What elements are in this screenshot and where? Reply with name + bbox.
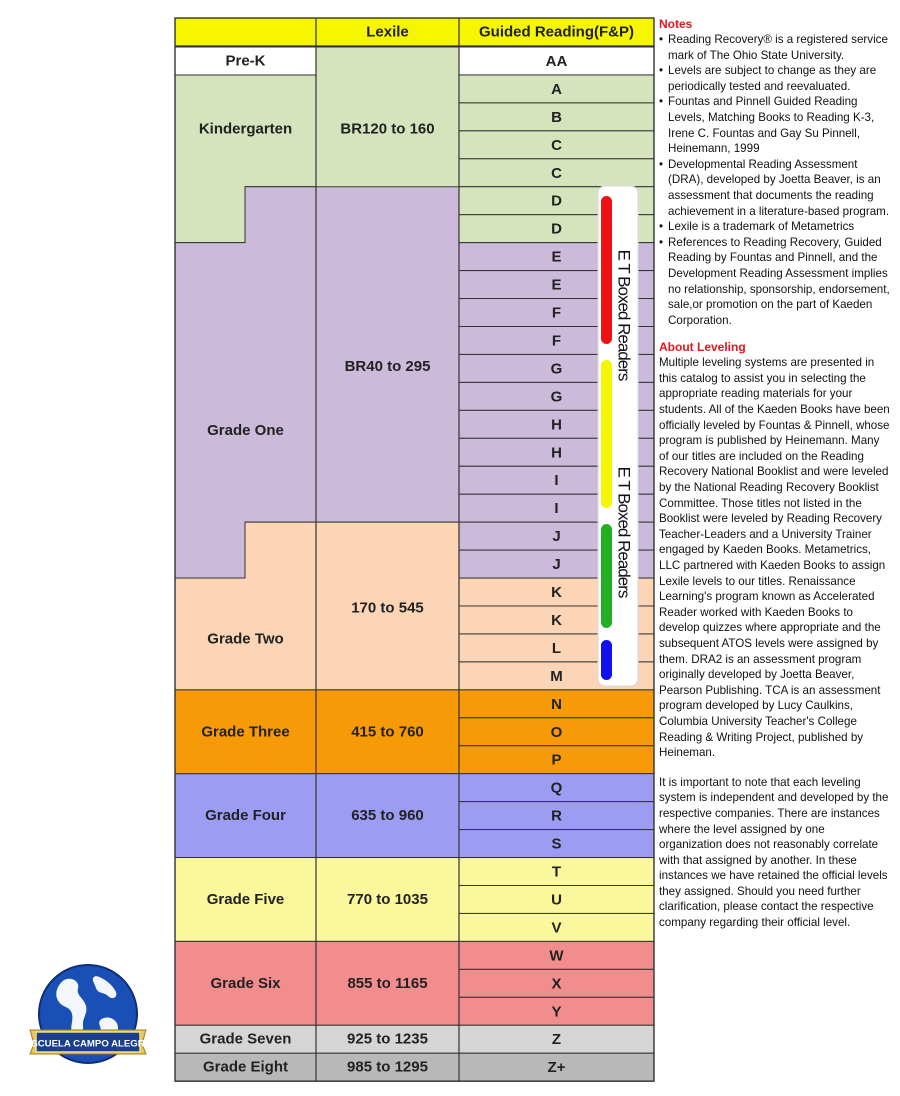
level-label: C (551, 164, 562, 182)
notes-item: • Lexile is a trademark of Metametrics (659, 219, 891, 235)
boxed-readers-label: E T Boxed Readers (614, 249, 634, 381)
level-label: L (551, 639, 562, 657)
level-label: I (554, 472, 559, 490)
level-label: G (550, 360, 563, 378)
level-label: J (552, 528, 561, 546)
lexile-range: BR120 to 160 (340, 120, 435, 138)
level-label: K (551, 584, 562, 602)
level-label: Y (551, 1003, 562, 1021)
school-logo (26, 962, 150, 1072)
level-label: R (551, 807, 562, 825)
level-label: A (551, 80, 562, 98)
boxed-readers-label: E T Boxed Readers (614, 466, 634, 598)
level-range-bar (601, 524, 612, 628)
level-label: V (551, 919, 562, 937)
about-leveling-paragraph: It is important to note that each leveling system is independent and developed by the respective companies. There are instances where the level assigned by one organization does not reasonably correlate with that assigned by another. In these instances we have retained the official levels they assigned. Should you need further clarification, please contact the respective company regarding their official level. (659, 775, 889, 930)
header-guided-reading: Guided Reading(F&P) (479, 23, 634, 41)
level-label: Z+ (547, 1059, 566, 1077)
lexile-range: 170 to 545 (351, 599, 424, 617)
grade-label: Grade Three (201, 723, 290, 741)
level-label: I (554, 500, 559, 518)
lexile-range: 635 to 960 (351, 807, 424, 825)
lexile-range: 925 to 1235 (347, 1030, 428, 1048)
level-label: Q (550, 779, 563, 797)
level-label: S (551, 835, 562, 853)
lexile-range: 855 to 1165 (347, 974, 428, 992)
notes-item: • References to Reading Recovery, Guided Reading by Fountas and Pinnell, and the Development Reading Assessment implies no relationship, sponsorship, endorsement, sale,or promotion on the part of Kaeden Corporation. (659, 235, 891, 329)
level-range-bar (601, 196, 612, 344)
notes-item: • Fountas and Pinnell Guided Reading Levels, Matching Books to Reading K-3, Irene C. Fountas and Gay Su Pinnell, Heinemann, 1999 (659, 94, 891, 156)
level-label: O (550, 723, 563, 741)
header-lexile: Lexile (366, 23, 409, 41)
grade-label: Grade Five (206, 890, 285, 908)
grade-label: Grade Seven (199, 1030, 292, 1048)
globe-logo-icon (26, 962, 150, 1072)
grade-cell (175, 187, 316, 578)
notes-panel (659, 17, 891, 931)
level-label: B (551, 108, 562, 126)
grade-label: Grade Two (207, 630, 284, 648)
level-label: AA (545, 52, 568, 70)
lexile-range: 770 to 1035 (347, 890, 428, 908)
level-label: D (551, 220, 562, 238)
level-range-bar (601, 640, 612, 680)
level-label: K (551, 611, 562, 629)
notes-item: • Developmental Reading Assessment (DRA), developed by Joetta Beaver, is an assessment that documents the reading achievement in a literature-based program. (659, 157, 891, 219)
level-label: N (551, 695, 562, 713)
level-label: U (551, 891, 562, 909)
level-label: G (550, 388, 563, 406)
level-label: D (551, 192, 562, 210)
level-label: J (552, 556, 561, 574)
grade-label: Pre-K (225, 52, 266, 70)
level-label: T (551, 863, 562, 881)
lexile-range: BR40 to 295 (344, 357, 431, 375)
notes-list (659, 32, 891, 328)
grade-label: Grade Four (205, 807, 286, 825)
level-label: X (551, 975, 562, 993)
lexile-merged-cell (317, 48, 459, 187)
lexile-range: 415 to 760 (351, 723, 424, 741)
about-leveling-title: About Leveling (659, 340, 746, 355)
level-label: F (551, 304, 562, 322)
level-label: H (551, 416, 562, 434)
level-label: E (551, 248, 562, 266)
logo-text: ESCUELA CAMPO ALEGRE (26, 1038, 150, 1050)
level-label: W (549, 947, 564, 965)
notes-item: • Reading Recovery® is a registered service mark of The Ohio State University. (659, 32, 891, 63)
level-range-bar (601, 360, 612, 508)
level-label: M (550, 667, 563, 685)
level-label: C (551, 136, 562, 154)
grade-label: Kindergarten (198, 120, 293, 138)
lexile-range: 985 to 1295 (347, 1058, 428, 1076)
level-label: H (551, 444, 562, 462)
level-label: F (551, 332, 562, 350)
lexile-cell (316, 187, 459, 522)
notes-title: Notes (659, 17, 693, 31)
grade-label: Grade Six (210, 974, 281, 992)
about-leveling-paragraph: Multiple leveling systems are presented in this catalog to assist you in selecting the appropriate reading materials for your students. All of the Kaeden Books have been officially leveled by Fountas & Pinnell, whose program is published by Heinemann. Many of our titles are included on the Reading Recovery National Booklist and were leveled by the National Reading Recovery Booklist Committee. Those titles not listed in the Booklist were leveled by Reading Recovery Teacher-Leaders and a University Trainer engaged by Kaeden Books. Metametrics, LLC partnered with Kaeden Books to assign Lexile levels to our titles. Renaissance Learning's program known as Accelerated Reader worked with Kaeden Books to develop quizzes where appropriate and the subsequent ATOS levels were assigned by them. DRA2 is an assessment program originally developed by Joetta Beaver, Pearson Publishing. TCA is an assessment program developed by Lucy Caulkins, Columbia University Teacher's College Reading & Writing Project, published by Heineman. (659, 356, 890, 760)
notes-item: • Levels are subject to change as they are periodically tested and reevaluated. (659, 63, 891, 94)
level-label: P (551, 751, 562, 769)
grade-label: Grade One (207, 421, 284, 439)
level-label: Z (551, 1031, 562, 1049)
level-label: E (551, 276, 562, 294)
grade-label: Grade Eight (202, 1058, 289, 1076)
